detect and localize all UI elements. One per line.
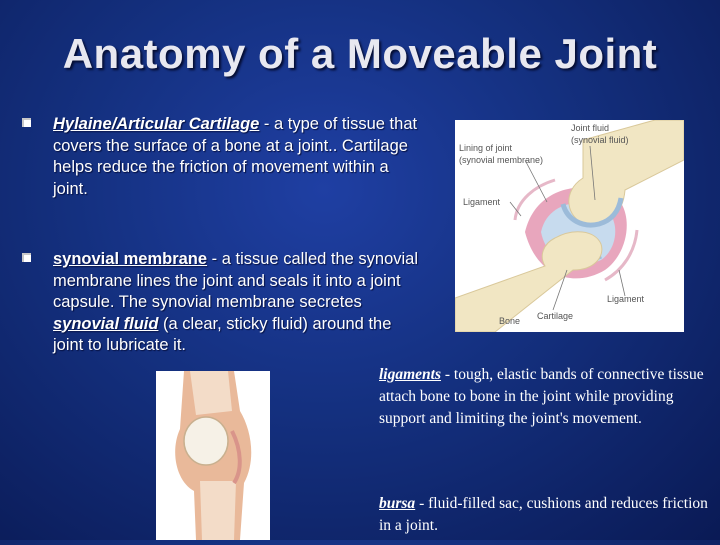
label-cartilage: Cartilage <box>537 311 574 321</box>
femur-shape <box>190 371 232 415</box>
synovial-description-a: - a tissue called the synovial membrane lines the joint and seals it into a joint capsule. The synovial membrane secretes <box>53 250 419 311</box>
label-lining: Lining of joint <box>459 143 513 153</box>
term-ligaments: ligaments <box>379 366 442 383</box>
synovial-description-b: (a clear, sticky fluid) around the joint to lubricate it. <box>53 314 392 354</box>
ligaments-note <box>379 364 714 430</box>
bullet-cartilage-text <box>53 114 422 200</box>
label-ligament-left: Ligament <box>463 197 501 207</box>
ligaments-description: - tough, elastic bands of connective tissue attach bone to bone in the joint while providing support and limiting the joint's movement. <box>379 366 704 427</box>
bullet-synovial <box>22 249 422 357</box>
bullet-marker <box>22 118 31 127</box>
bursa-description: - fluid-filled sac, cushions and reduces friction in a joint. <box>379 495 708 534</box>
bursa-note <box>379 493 714 537</box>
term-bursa: bursa <box>379 495 416 512</box>
tibia-shape <box>200 481 236 540</box>
bullet-synovial-text <box>53 249 422 357</box>
cartilage-description: - a type of tissue that covers the surface of a bone at a joint.. Cartilage helps reduce the friction of movement within a joint. <box>53 115 418 198</box>
label-bone: Bone <box>499 316 521 326</box>
slide-title: Anatomy of a Moveable Joint <box>62 30 658 77</box>
knee-illustration <box>156 371 270 540</box>
term-synovial-fluid: synovial fluid <box>53 314 159 333</box>
joint-diagram <box>455 120 684 332</box>
patella-shape <box>184 417 228 465</box>
bullet-cartilage <box>22 114 422 200</box>
label-ligament-right: Ligament <box>607 294 645 304</box>
label-joint-fluid: Joint fluid <box>571 123 610 133</box>
lower-bone-shape <box>455 232 602 332</box>
bullet-marker <box>22 253 31 262</box>
term-cartilage: Hylaine/Articular Cartilage <box>53 115 260 133</box>
label-synovial-fluid: (synovial fluid) <box>571 135 629 145</box>
label-synovial-membrane: (synovial membrane) <box>459 155 544 165</box>
term-synovial-membrane: synovial membrane <box>53 250 208 268</box>
